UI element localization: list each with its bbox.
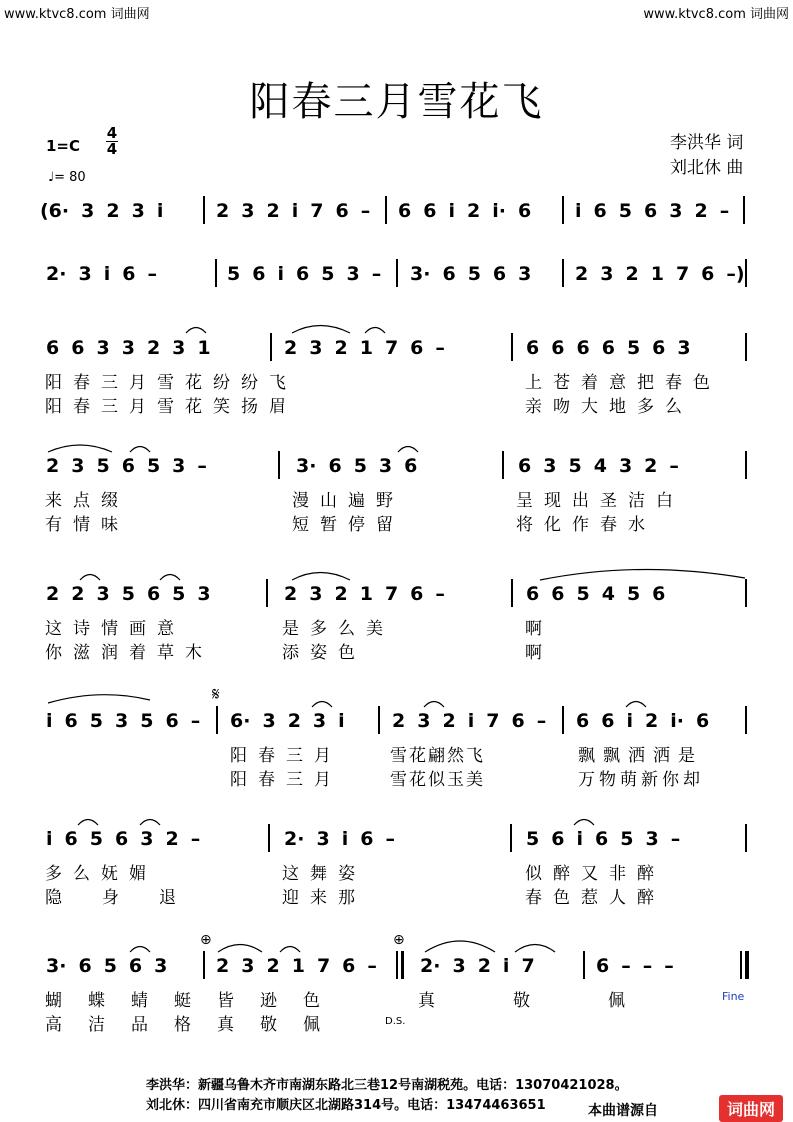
lyric-r8-v2: 高洁品格真敬佩 xyxy=(45,1015,346,1035)
song-title: 阳春三月雪花飞 xyxy=(249,79,544,125)
note: 2 xyxy=(644,455,658,477)
note: 3 xyxy=(114,710,129,732)
note: 6 xyxy=(404,455,418,477)
slur xyxy=(48,445,112,452)
note: 2 xyxy=(284,337,298,359)
slur xyxy=(292,573,350,581)
note: 5 xyxy=(321,263,335,285)
note: 6 xyxy=(398,200,412,222)
slur xyxy=(626,702,646,708)
note: 3 xyxy=(618,455,633,477)
note: 6 xyxy=(601,710,615,732)
note: 6 xyxy=(601,337,615,359)
note: 5 xyxy=(467,263,481,285)
note: – xyxy=(190,710,201,732)
note: 3 xyxy=(312,710,327,732)
note: 5 xyxy=(96,455,110,477)
note: 3 xyxy=(78,263,92,285)
note: 3· xyxy=(46,955,67,977)
note: 2 xyxy=(334,337,348,359)
note: 3 xyxy=(241,200,255,222)
note: 3 xyxy=(669,200,683,222)
slur xyxy=(424,702,444,708)
note: 5 xyxy=(626,583,641,605)
ds-marking: D.S. xyxy=(385,1016,406,1027)
slur xyxy=(365,328,385,334)
note: 6 xyxy=(551,828,565,850)
note: 2 xyxy=(466,200,481,222)
note: 3 xyxy=(316,828,330,850)
note: 5 xyxy=(526,828,540,850)
slur xyxy=(574,820,594,826)
slur xyxy=(140,820,160,826)
lyric-r6-v2c: 万物萌新你却 xyxy=(578,770,704,790)
note: 2 xyxy=(644,710,659,732)
lyric-r7-v2c: 春色惹人醉 xyxy=(525,888,665,908)
lyric-r8-v1b: 真敬佩 xyxy=(418,991,703,1011)
meter-top: 4 xyxy=(106,124,118,142)
note: 6 xyxy=(410,337,424,359)
note: i xyxy=(575,200,582,222)
note: 3 xyxy=(81,200,95,222)
note: 6 xyxy=(643,200,658,222)
note: 5 xyxy=(568,455,582,477)
key-signature: 1=C xyxy=(46,137,81,155)
note: 3 xyxy=(417,710,431,732)
note: 2· xyxy=(284,828,305,850)
note: 2 xyxy=(146,337,161,359)
note: 2 xyxy=(392,710,406,732)
lyric-r5-v1b: 是多么美 xyxy=(282,619,394,639)
note: 1 xyxy=(359,337,373,359)
lyric-r7-v2b: 迎来那 xyxy=(282,888,366,908)
lyric-r7-v1b: 这舞姿 xyxy=(282,864,366,884)
slur xyxy=(218,945,262,953)
lyric-r7-v2: 隐身退 xyxy=(45,888,216,908)
note: 2 xyxy=(287,710,301,732)
slur xyxy=(292,326,350,334)
note: 3 xyxy=(140,828,154,850)
site-watermark-right: www.ktvc8.com 词曲网 xyxy=(643,7,789,22)
note: 5 xyxy=(121,583,135,605)
note: i xyxy=(448,200,455,222)
note: 7 xyxy=(384,583,399,605)
note: 6 xyxy=(492,263,507,285)
lyric-r5-v2c: 啊 xyxy=(525,643,553,663)
note: 3 xyxy=(262,710,276,732)
note: 7 xyxy=(316,955,331,977)
lyric-r7-v1: 多么妩媚 xyxy=(45,864,157,884)
note: 6 xyxy=(252,263,266,285)
note: – xyxy=(190,828,201,850)
note: 6 xyxy=(423,200,437,222)
coda-icon: ⊕ xyxy=(200,932,212,948)
note: 1 xyxy=(650,263,664,285)
note: 2· xyxy=(46,263,67,285)
note: – xyxy=(371,263,382,285)
note: 2 xyxy=(284,583,298,605)
note: i xyxy=(156,200,164,222)
note: 3 xyxy=(518,263,532,285)
note: 6 xyxy=(576,337,590,359)
slur xyxy=(48,695,150,703)
site-watermark-left: www.ktvc8.com 词曲网 xyxy=(4,7,150,22)
lyric-r6-v2b: 雪花似玉美 xyxy=(390,770,485,790)
lyric-r5-v1c: 啊 xyxy=(525,619,553,639)
note: 3 xyxy=(131,200,145,222)
lyricist-credit: 李洪华 词 xyxy=(670,133,744,153)
note: 2 xyxy=(216,955,230,977)
note: 5 xyxy=(626,337,641,359)
note: 6 xyxy=(526,583,540,605)
note: 6 xyxy=(295,263,310,285)
lyric-r6-v1b: 雪花翩然飞 xyxy=(390,746,485,766)
note: 3 xyxy=(121,337,135,359)
slur xyxy=(186,328,206,334)
note: 6 xyxy=(335,200,349,222)
note: 3 xyxy=(309,583,323,605)
segno-icon: 𝄋 xyxy=(212,684,220,705)
note: 3· xyxy=(296,455,317,477)
lyric-r3-v2: 阳春三月雪花笑扬眉 xyxy=(45,397,297,417)
note: 6 xyxy=(64,828,78,850)
note: 2 xyxy=(625,263,639,285)
note: 3 xyxy=(543,455,557,477)
fine-marking: Fine xyxy=(722,990,745,1003)
note: – xyxy=(536,710,547,732)
note: i xyxy=(277,263,284,285)
note: 3 xyxy=(452,955,466,977)
slur xyxy=(425,941,495,952)
note: – xyxy=(367,955,377,977)
note: 6 xyxy=(146,583,161,605)
note: 6 xyxy=(517,200,532,222)
note: i· xyxy=(492,200,506,222)
note: – xyxy=(621,955,631,977)
note: 6 xyxy=(695,710,710,732)
note: 3 xyxy=(645,828,659,850)
note: 6 xyxy=(518,455,532,477)
lyric-r8-v1: 蝴蝶蜻蜓皆逊色 xyxy=(45,991,346,1011)
slur xyxy=(130,447,150,453)
note: 6 xyxy=(122,263,136,285)
note: 6 xyxy=(593,200,607,222)
note: 6 xyxy=(78,955,92,977)
quarter-note-icon: ♩ xyxy=(48,170,55,185)
lyric-r4-v2c: 将化作春水 xyxy=(516,515,656,535)
note: 2 xyxy=(46,455,60,477)
composer-credit: 刘北休 曲 xyxy=(670,158,744,178)
meter-bottom: 4 xyxy=(106,140,118,158)
lyric-r6-v1: 阳春三月 xyxy=(230,746,342,766)
note: 3 xyxy=(96,337,110,359)
note: 2 xyxy=(266,200,280,222)
lyric-r4-v2: 有情味 xyxy=(45,515,129,535)
lyric-r5-v2b: 添姿色 xyxy=(282,643,366,663)
note: 6 xyxy=(511,710,525,732)
note: 3 xyxy=(677,337,691,359)
note: – xyxy=(670,828,681,850)
note: – xyxy=(197,455,207,477)
note: 3 xyxy=(197,583,211,605)
site-logo-badge[interactable]: 词曲网 xyxy=(719,1095,783,1122)
note: 6 xyxy=(360,828,374,850)
lyric-r4-v1b: 漫山遍野 xyxy=(292,491,404,511)
note: i xyxy=(576,828,583,850)
note: 5 xyxy=(620,828,634,850)
note: 6 xyxy=(328,455,342,477)
note: 6 xyxy=(576,710,590,732)
slur xyxy=(515,945,555,953)
lyric-r5-v1: 这诗情画意 xyxy=(45,619,185,639)
lyric-r3-v1: 阳春三月雪花纷纷飞 xyxy=(45,373,297,393)
lyric-r3-v2b: 亲吻大地多么 xyxy=(525,397,693,417)
note: 7 xyxy=(310,200,324,222)
slur xyxy=(160,575,180,581)
coda-icon-2: ⊕ xyxy=(393,932,405,948)
note: – xyxy=(664,955,674,977)
note: 5 xyxy=(353,455,367,477)
note: i xyxy=(626,710,633,732)
slur xyxy=(130,947,150,953)
note: – xyxy=(435,583,445,605)
note: 4 xyxy=(601,583,615,605)
note: i xyxy=(46,828,53,850)
note: 6 xyxy=(594,828,609,850)
note: 6 xyxy=(551,337,565,359)
note: 7 xyxy=(521,955,535,977)
note: 5 xyxy=(227,263,241,285)
lyricist-contact: 李洪华：新疆乌鲁木齐市南湖东路北三巷12号南湖税苑。电话：13070421028。 xyxy=(146,1078,628,1093)
note: 3 xyxy=(346,263,360,285)
note: (6· xyxy=(40,200,70,222)
note: 2 xyxy=(216,200,230,222)
note: 3 xyxy=(71,455,85,477)
note: 5 xyxy=(618,200,632,222)
note: i xyxy=(103,263,111,285)
note: 2 xyxy=(46,583,60,605)
note: 6 xyxy=(121,455,135,477)
note: – xyxy=(360,200,371,222)
note: 5 xyxy=(576,583,590,605)
note: 6 xyxy=(342,955,356,977)
note: i xyxy=(291,200,299,222)
note: 6 xyxy=(652,337,666,359)
note: 2 xyxy=(575,263,589,285)
note: 6 xyxy=(165,710,179,732)
note: 1 xyxy=(359,583,373,605)
slur xyxy=(540,569,745,580)
note: 6 xyxy=(128,955,143,977)
note: 7 xyxy=(486,710,500,732)
note: – xyxy=(435,337,445,359)
note: 2 xyxy=(71,583,85,605)
note: 1 xyxy=(291,955,305,977)
note: 3 xyxy=(154,955,168,977)
note: 3 xyxy=(96,583,110,605)
note: – xyxy=(385,828,395,850)
note: i xyxy=(502,955,510,977)
lyric-r4-v1c: 呈现出圣洁白 xyxy=(516,491,684,511)
note: 6 xyxy=(652,583,666,605)
note: 6 xyxy=(701,263,715,285)
note: i xyxy=(467,710,475,732)
note: 6 xyxy=(64,710,78,732)
note: 6· xyxy=(230,710,251,732)
slur xyxy=(280,947,300,953)
note: 2 xyxy=(106,200,120,222)
note: – xyxy=(642,955,653,977)
note: 2 xyxy=(334,583,348,605)
tempo-value: = 80 xyxy=(54,170,86,185)
note: 7 xyxy=(384,337,399,359)
note: 5 xyxy=(146,455,161,477)
note: 3 xyxy=(309,337,323,359)
lyric-r6-v2: 阳春三月 xyxy=(230,770,342,790)
lyric-r4-v1: 来点缀 xyxy=(45,491,129,511)
note: 5 xyxy=(89,828,103,850)
slur xyxy=(78,820,98,826)
note: 3 xyxy=(600,263,614,285)
note: 3 xyxy=(378,455,393,477)
lyric-r7-v1c: 似醉又非醉 xyxy=(525,864,665,884)
note: 2 xyxy=(266,955,280,977)
note: i xyxy=(46,710,53,732)
note: i· xyxy=(670,710,684,732)
note: 6 xyxy=(442,263,456,285)
note: 3 xyxy=(172,455,186,477)
note: 5 xyxy=(89,710,103,732)
note: 2 xyxy=(477,955,491,977)
note: 6 xyxy=(551,583,565,605)
note: 2 xyxy=(165,828,179,850)
note: 2 xyxy=(442,710,456,732)
note: – xyxy=(669,455,679,477)
note: – xyxy=(147,263,157,285)
note: –) xyxy=(726,263,745,285)
lyric-r3-v1b: 上苍着意把春色 xyxy=(525,373,721,393)
note: 6 xyxy=(410,583,424,605)
slur xyxy=(312,702,332,708)
note: 4 xyxy=(593,455,607,477)
note: i xyxy=(338,710,345,732)
note: 6 xyxy=(46,337,60,359)
note: 7 xyxy=(675,263,690,285)
slur xyxy=(398,447,418,453)
slur xyxy=(80,575,100,581)
note: 3· xyxy=(410,263,431,285)
note: – xyxy=(719,200,730,222)
note: 1 xyxy=(197,337,211,359)
note: 2 xyxy=(694,200,708,222)
lyric-r5-v2: 你滋润着草木 xyxy=(45,643,213,663)
note: 6 xyxy=(596,955,610,977)
composer-contact: 刘北休：四川省南充市顺庆区北湖路314号。电话：13474463651 xyxy=(146,1098,546,1113)
note: 2· xyxy=(420,955,441,977)
note: 6 xyxy=(71,337,85,359)
note: i xyxy=(341,828,349,850)
note: 5 xyxy=(140,710,154,732)
lyric-r6-v1c: 飘飘洒洒是 xyxy=(578,746,703,766)
source-note: 本曲谱源自 xyxy=(588,1103,658,1119)
note: 5 xyxy=(172,583,186,605)
note: 6 xyxy=(114,828,129,850)
lyric-r4-v2b: 短暂停留 xyxy=(292,515,404,535)
note: 3 xyxy=(172,337,186,359)
note: 6 xyxy=(526,337,540,359)
note: 5 xyxy=(103,955,117,977)
note: 3 xyxy=(241,955,255,977)
